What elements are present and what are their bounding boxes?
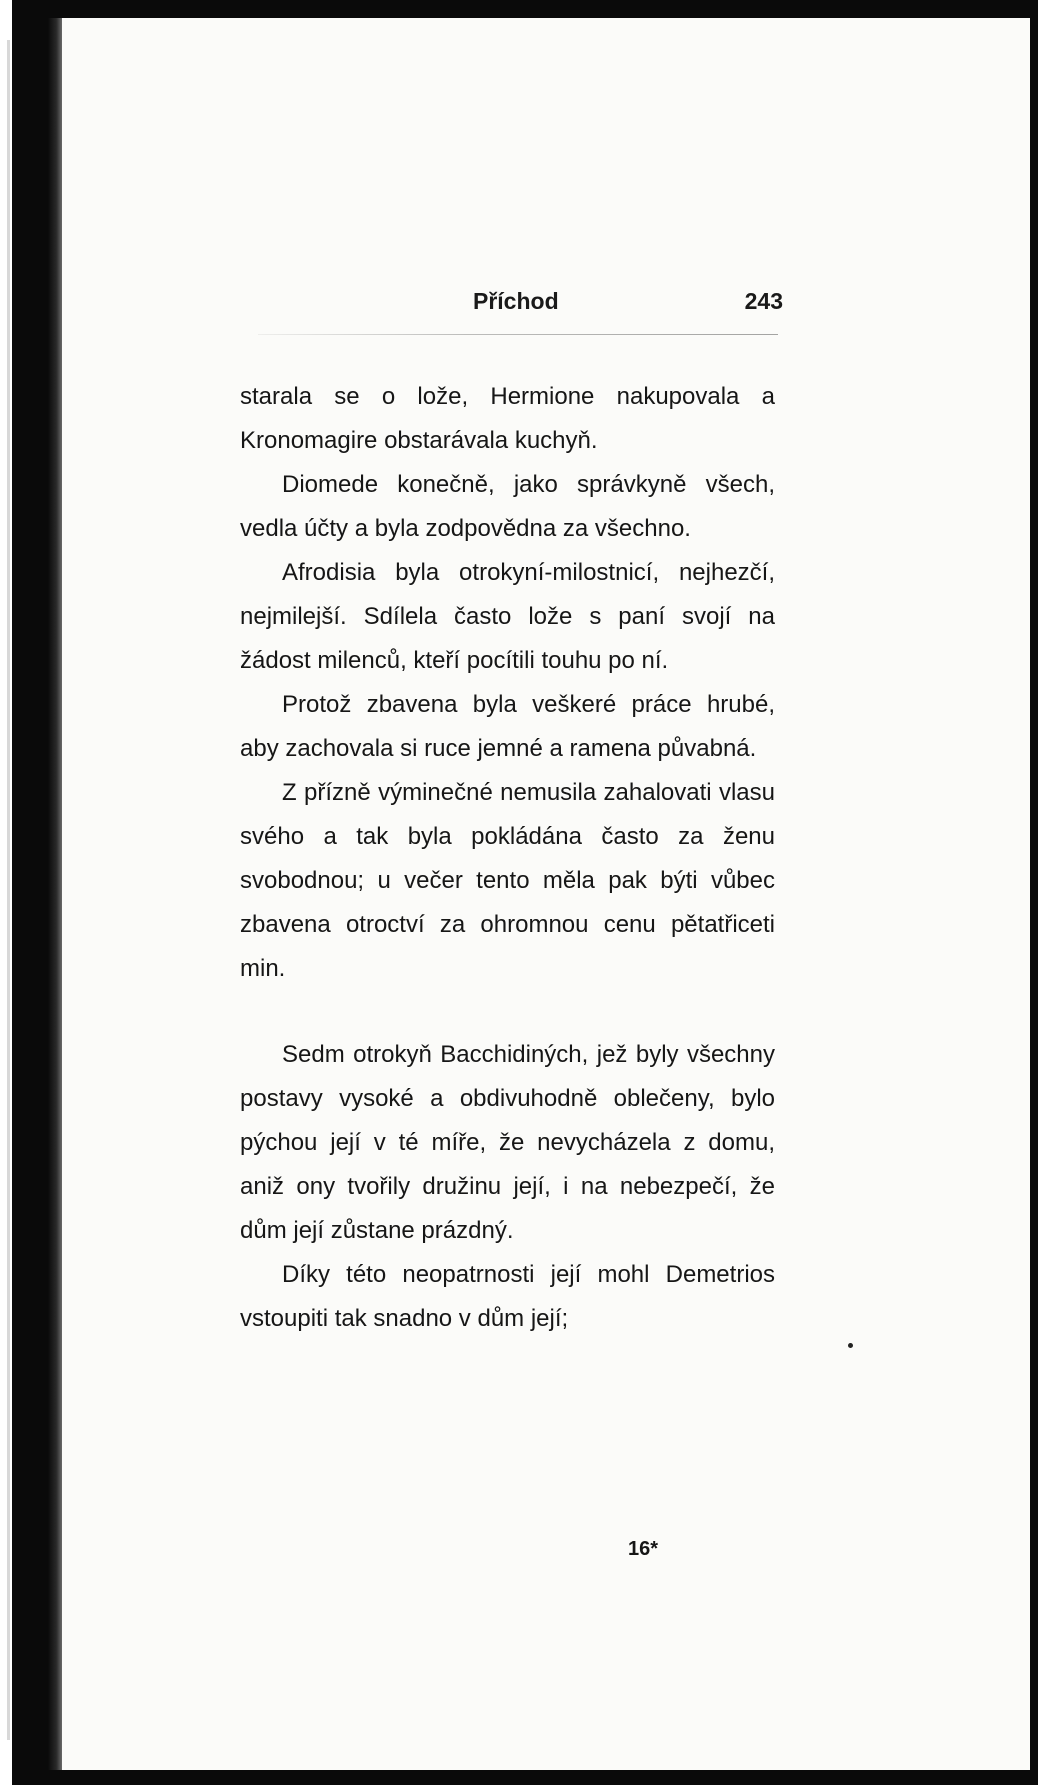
spine-shadow <box>48 18 62 1770</box>
page-number: 243 <box>744 288 783 314</box>
signature-mark: 16* <box>628 1538 659 1560</box>
paragraph: starala se o lože, Hermione nakupovala a Kronomagire obstarávala kuchyň. <box>240 383 775 454</box>
paragraph: Z přízně výminečné nemusila zahalovati vlasu svého a tak byla pokládána často za ženu svobodnou; u večer tento měla pak býti vůbec zbavena otroctví za ohromnou cenu pětatřiceti min. <box>240 779 775 982</box>
binding-edge <box>0 0 12 1785</box>
body-text <box>240 375 775 1341</box>
paragraph: Afrodisia byla otrokyní-milostnicí, nejhezčí, nejmilejší. Sdílela často lože s paní svojí na žádost milenců, kteří pocítili touhu po ní. <box>240 559 775 674</box>
ink-speck <box>848 1343 853 1348</box>
section-break <box>240 991 775 1033</box>
paragraph: Diomede konečně, jako správkyně všech, vedla účty a byla zodpovědna za všechno. <box>240 471 775 542</box>
header-rule <box>258 334 778 335</box>
paragraph: Protož zbavena byla veškeré práce hrubé, aby zachovala si ruce jemné a ramena půvabná. <box>240 691 775 762</box>
running-title: Příchod <box>473 288 559 314</box>
paragraph: Sedm otrokyň Bacchidiných, jež byly všechny postavy vysoké a obdivuhodně oblečeny, bylo pýchou její v té míře, že nevycházela z domu, aniž ony tvořily družinu její, i na nebezpečí, že dům její zůstane prázdný. <box>240 1041 775 1244</box>
running-header <box>248 288 783 324</box>
paragraph: Díky této neopatrnosti její mohl Demetrios vstoupiti tak snadno v dům její; <box>240 1261 775 1332</box>
